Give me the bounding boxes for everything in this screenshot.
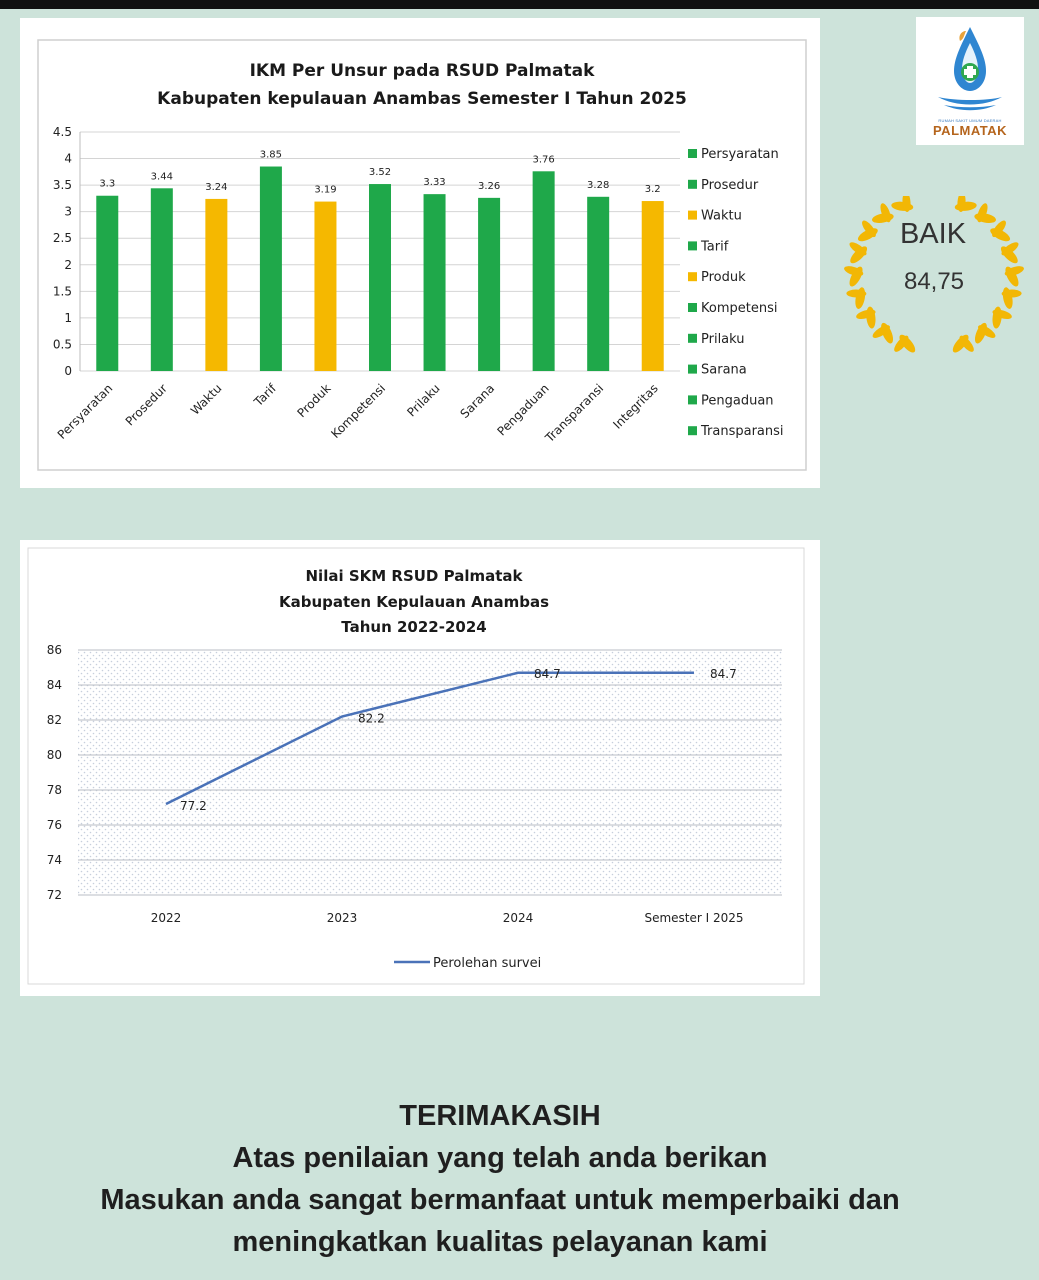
line-y-tick-label: 76 <box>46 818 62 832</box>
bar-data-label: 3.2 <box>644 184 661 196</box>
bar-y-tick-label: 3 <box>64 204 72 219</box>
hospital-logo <box>916 17 1024 145</box>
bar-y-tick-label: 0 <box>64 364 72 378</box>
line-chart-title-line-1: Nilai SKM RSUD Palmatak <box>305 567 523 585</box>
droplet-cross-icon <box>916 17 1024 117</box>
bar-legend-swatch <box>688 149 697 158</box>
line-y-tick-label: 80 <box>46 748 62 762</box>
badge-value: 84,75 <box>903 268 965 295</box>
bar-data-label: 3.24 <box>205 181 228 193</box>
bar-legend-label: Persyaratan <box>701 147 779 162</box>
bar-chart-card <box>20 18 820 488</box>
bar-persyaratan <box>96 196 118 371</box>
bar-x-tick-label: Persyaratan <box>54 381 116 442</box>
bar-y-tick-label: 4.5 <box>52 125 72 139</box>
line-y-tick-label: 86 <box>46 643 62 657</box>
bar-legend-label: Produk <box>701 270 746 286</box>
top-bar <box>0 0 1039 9</box>
bar-y-tick-label: 4 <box>64 151 72 166</box>
bar-x-tick-label: Prosedur <box>122 381 170 429</box>
bar-y-tick-label: 1.5 <box>52 284 72 299</box>
bar-data-label: 3.26 <box>477 180 501 192</box>
bar-data-label: 3.85 <box>259 149 283 161</box>
bar-legend-label: Pengaduan <box>701 393 774 409</box>
bar-data-label: 3.33 <box>423 177 446 189</box>
bar-x-tick-label: Kompetensi <box>328 381 389 442</box>
line-data-label: 82.2 <box>358 711 385 726</box>
line-y-tick-label: 78 <box>46 783 62 797</box>
thanks-line-3: Masukan anda sangat bermanfaat untuk memperbaiki dan <box>100 1184 900 1216</box>
bar-x-tick-label: Integritas <box>610 381 661 432</box>
bar-y-tick-label: 3.5 <box>52 178 72 193</box>
logo-subtitle: RUMAH SAKIT UMUM DAERAH <box>938 118 1002 123</box>
bar-x-tick-label: Waktu <box>187 381 225 418</box>
bar-x-tick-label: Prilaku <box>404 381 443 420</box>
score-badge <box>838 196 1030 366</box>
bar-data-label: 3.76 <box>532 154 555 166</box>
bar-produk <box>314 202 336 371</box>
bar-legend-label: Kompetensi <box>701 301 778 316</box>
bar-data-label: 3.44 <box>150 171 173 183</box>
bar-legend-swatch <box>688 365 697 374</box>
bar-tarif <box>260 167 282 371</box>
bar-y-tick-label: 2.5 <box>52 231 72 246</box>
logo-name: PALMATAK <box>932 123 1008 138</box>
thanks-line-2: Atas penilaian yang telah anda berikan <box>232 1142 768 1174</box>
line-y-tick-label: 72 <box>46 888 62 902</box>
bar-legend-swatch <box>688 180 697 189</box>
bar-legend-swatch <box>688 241 697 250</box>
bar-legend-label: Tarif <box>701 239 729 255</box>
bar-transparansi <box>587 197 609 371</box>
bar-legend-label: Waktu <box>701 208 742 224</box>
bar-y-tick-label: 2 <box>64 257 72 272</box>
line-x-tick-label: 2022 <box>150 911 182 925</box>
bar-legend-swatch <box>688 426 697 435</box>
bar-prosedur <box>151 188 173 371</box>
bar-x-tick-label: Pengaduan <box>494 381 552 439</box>
badge-label: BAIK <box>899 218 967 250</box>
line-chart <box>20 540 820 996</box>
bar-y-tick-label: 0.5 <box>52 337 72 352</box>
bar-x-tick-label: Transparansi <box>542 381 607 445</box>
bar-y-tick-label: 1 <box>64 310 72 325</box>
line-x-tick-label: Semester I 2025 <box>644 911 744 925</box>
line-chart-title-line-3: Tahun 2022-2024 <box>341 618 487 636</box>
bar-legend-label: Prosedur <box>701 177 759 193</box>
bar-chart <box>20 18 820 488</box>
bar-x-tick-label: Tarif <box>251 381 280 409</box>
bar-data-label: 3.28 <box>587 179 610 191</box>
bar-legend-swatch <box>688 272 697 281</box>
bar-integritas <box>642 201 664 371</box>
bar-legend-swatch <box>688 334 697 343</box>
line-legend-label: Perolehan survei <box>433 956 542 971</box>
bar-legend-swatch <box>688 395 697 404</box>
line-data-label: 84.7 <box>534 666 561 681</box>
bar-data-label: 3.3 <box>99 178 116 190</box>
bar-prilaku <box>424 194 446 371</box>
line-plot-area <box>78 650 782 895</box>
line-x-tick-label: 2023 <box>326 911 358 925</box>
bar-kompetensi <box>369 184 391 371</box>
bar-chart-title-line-1: IKM Per Unsur pada RSUD Palmatak <box>249 61 595 81</box>
bar-x-tick-label: Sarana <box>457 381 498 421</box>
bar-waktu <box>205 199 227 371</box>
line-data-label: 84.7 <box>710 666 737 681</box>
bar-legend-label: Transparansi <box>701 424 784 440</box>
line-chart-card <box>20 540 820 996</box>
bar-chart-title-line-2: Kabupaten kepulauan Anambas Semester I Tahun 2025 <box>157 89 687 109</box>
bar-sarana <box>478 198 500 371</box>
line-chart-title-line-2: Kabupaten Kepulauan Anambas <box>278 593 550 611</box>
thanks-heading: TERIMAKASIH <box>399 1100 601 1132</box>
thanks-line-4: meningkatkan kualitas pelayanan kami <box>232 1226 768 1258</box>
bar-data-label: 3.52 <box>368 167 392 179</box>
bar-legend-label: Prilaku <box>701 331 745 347</box>
bar-legend-label: Sarana <box>701 362 747 378</box>
bar-x-tick-label: Produk <box>294 381 334 421</box>
line-y-tick-label: 74 <box>46 853 62 867</box>
line-y-tick-label: 82 <box>46 713 62 727</box>
bar-pengaduan <box>533 171 555 371</box>
bar-legend-swatch <box>688 303 697 312</box>
line-y-tick-label: 84 <box>46 678 62 692</box>
bar-legend-swatch <box>688 211 697 220</box>
bar-data-label: 3.19 <box>314 184 337 196</box>
line-x-tick-label: 2024 <box>502 911 534 925</box>
line-data-label: 77.2 <box>180 799 207 813</box>
